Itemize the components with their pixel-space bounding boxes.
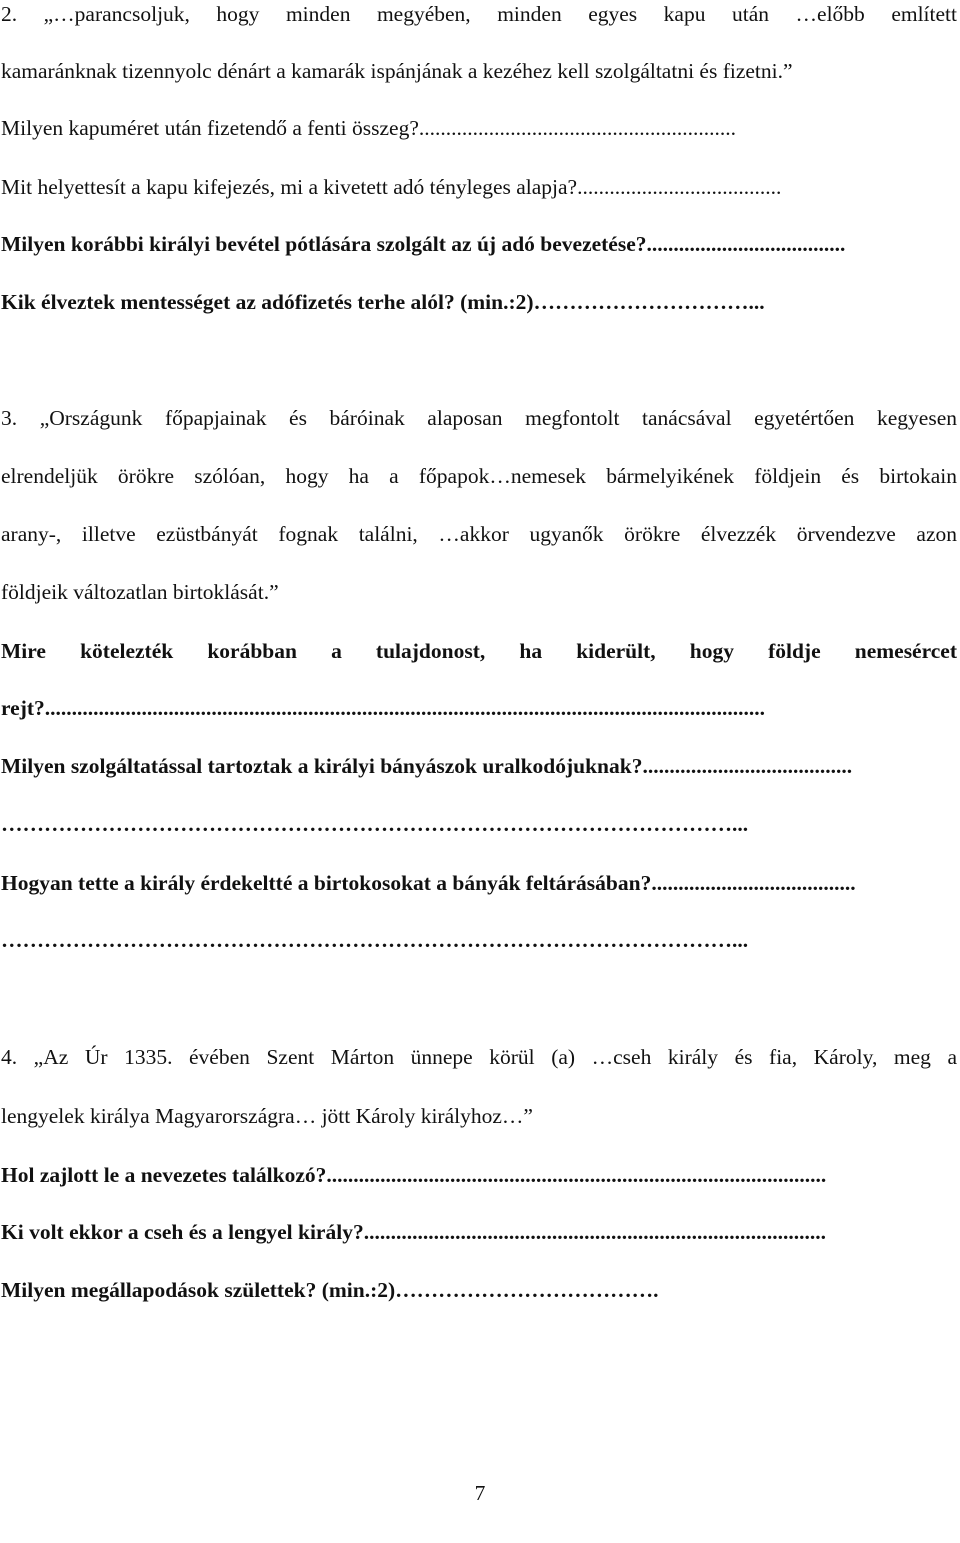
q4-question-2: Ki volt ekkor a cseh és a lengyel király?...................................................................................... <box>1 1220 826 1244</box>
page-number: 7 <box>474 1481 486 1505</box>
q3-question-3: Hogyan tette a király érdekeltté a birtokosokat a bányák feltárásában?...................................... <box>1 871 856 895</box>
q4-question-3: Milyen megállapodások születtek? (min.:2)………………………………. <box>1 1278 659 1302</box>
q4-quote-line-1: 4. „Az Úr 1335. évében Szent Márton ünnepe körül (a) …cseh király és fia, Károly, meg a <box>1 1045 957 1069</box>
q2-question-2: Mit helyettesít a kapu kifejezés, mi a kivetett adó tényleges alapja?...................................... <box>1 175 782 199</box>
q4-quote-line-2: lengyelek királya Magyarországra… jött Károly királyhoz…” <box>1 1104 533 1128</box>
q2-question-4: Kik élveztek mentességet az adófizetés terhe alól? (min.:2)…………………………... <box>1 290 765 314</box>
q3-quote-line-2: elrendeljük örökre szólóan, hogy ha a főpapok…nemesek bármelyikének földjein és birtokain <box>1 464 957 488</box>
q3-quote-line-3: arany-, illetve ezüstbányát fognak találni, …akkor ugyanők örökre élvezzék örvendezve azon <box>1 522 957 546</box>
q3-quote-line-1: 3. „Országunk főpapjainak és báróinak alaposan megfontolt tanácsával egyetértően kegyesen <box>1 406 957 430</box>
q3-question-2: Milyen szolgáltatással tartoztak a királyi bányászok uralkodójuknak?....................................... <box>1 754 853 778</box>
q2-question-1: Milyen kapuméret után fizetendő a fenti összeg?........................................................... <box>1 116 737 140</box>
q2-quote-line-1: 2. „…parancsoljuk, hogy minden megyében, minden egyes kapu után …előbb említett <box>1 2 957 26</box>
q3-question-3-answer-line: …………………………………………………………………………………………... <box>1 928 749 952</box>
q3-quote-line-4: földjeik változatlan birtoklását.” <box>1 580 279 604</box>
q4-question-1: Hol zajlott le a nevezetes találkozó?............................................................................................. <box>1 1163 827 1187</box>
q2-question-3: Milyen korábbi királyi bevétel pótlására szolgált az új adó bevezetése?..................................... <box>1 232 846 256</box>
q3-question-2-answer-line: …………………………………………………………………………………………... <box>1 812 749 836</box>
q3-question-1-line-2: rejt?...................................................................................................................................... <box>1 696 766 720</box>
q3-question-1-line-1: Mire kötelezték korábban a tulajdonost, ha kiderült, hogy földje nemesércet <box>1 639 957 663</box>
q2-quote-line-2: kamaránknak tizennyolc dénárt a kamarák ispánjának a kezéhez kell szolgáltatni és fizetni.” <box>1 59 793 83</box>
